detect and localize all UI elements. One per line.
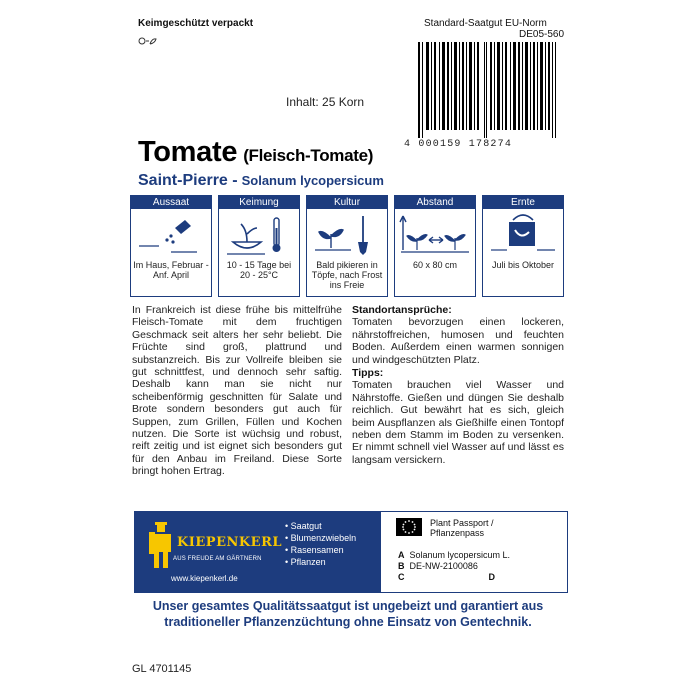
card-abstand	[394, 195, 476, 297]
card-ernte	[482, 195, 564, 297]
card-text: 10 - 15 Tage bei 20 - 25°C	[226, 260, 292, 280]
variety-line	[138, 172, 384, 190]
row-label: A	[398, 550, 405, 560]
card-aussaat	[130, 195, 212, 297]
location-heading: Standortansprüche:	[352, 304, 452, 316]
packaging-label: Keimgeschützt verpackt	[138, 18, 254, 29]
latin-name: Solanum lycopersicum	[241, 173, 384, 188]
plant-passport	[382, 512, 567, 592]
content-amount: Inhalt: 25 Korn	[286, 95, 365, 109]
card-keimung	[218, 195, 300, 297]
germ-protection-icon	[138, 33, 158, 51]
kiepenkerl-mascot-icon	[147, 522, 175, 570]
row-label: D	[488, 572, 495, 582]
product-item: • Pflanzen	[285, 557, 326, 567]
card-heading: Keimung	[219, 196, 299, 209]
card-text: Im Haus, Februar - Anf. April	[133, 260, 209, 280]
growing-info-cards	[130, 195, 566, 297]
passport-rows	[398, 550, 510, 583]
quality-line: traditioneller Pflanzenzüchtung ohne Einsatz von Gentechnik.	[164, 615, 532, 629]
row-value: DE-NW-2100086	[409, 561, 478, 571]
seed-standard-code: DE05-560	[519, 29, 565, 40]
row-value: Solanum lycopersicum L.	[409, 550, 511, 560]
product-item: • Rasensamen	[285, 545, 344, 555]
germination-thermometer-icon	[219, 210, 299, 262]
brand-banner	[134, 511, 568, 593]
tips-text: Tomaten brauchen viel Wasser und Nährstoffe. Gießen und düngen Sie deshalb reichlich. Gut bewährt hat es sich, gleich beim Auspflanzen als Gießhilfe einen Tontopf neben dem Stamm im Boden zu versenken. Er nimmt schnell viel Wasser auf und lässt es langsam versickern.	[352, 379, 564, 466]
card-heading: Aussaat	[131, 196, 211, 209]
tips-heading: Tipps:	[352, 367, 384, 380]
variety-description: In Frankreich ist diese frühe bis mittelfrühe Fleisch-Tomate mit dem fruchtigen Geschmack seit alters her sehr beliebt. Die Früchte sind groß, plattrund und substanzreich. Bis zur Vollreife bleiben sie gut schnittfest, und dennoch sehr saftig. Deshalb kann man sie nicht nur scheibenförmig geschnitten für Salate und Brote sondern besonders gut auch für Suppen, zum Grillen, Füllen und Kochen nutzen. Die Sorte ist wüchsig und robust, reift zeitig und ist eignet sich besonders gut für den Anbau im Freiland. Diese Sorte bringt hohen Ertrag.	[132, 304, 342, 478]
growing-requirements	[352, 304, 564, 466]
card-text: Juli bis Oktober	[491, 260, 555, 270]
seedling-spade-icon	[307, 210, 387, 262]
variety-name: Saint-Pierre -	[138, 172, 238, 189]
passport-title-line: Pflanzenpass	[430, 528, 485, 538]
sowing-icon	[131, 210, 211, 262]
brand-product-list	[285, 520, 356, 568]
brand-panel	[135, 512, 381, 592]
barcode-number: 4 000159 178274	[404, 139, 513, 150]
passport-title-line: Plant Passport /	[430, 518, 494, 528]
brand-name: KIEPENKERL	[177, 535, 283, 550]
quality-line: Unser gesamtes Qualitätssaatgut ist ungebeizt und garantiert aus	[152, 599, 544, 613]
gl-code: GL 4701145	[132, 663, 192, 675]
brand-tagline: AUS FREUDE AM GÄRTNERN	[173, 556, 262, 562]
passport-row-a	[398, 550, 510, 561]
passport-title	[430, 518, 494, 538]
card-heading: Abstand	[395, 196, 475, 209]
passport-row-b	[398, 561, 510, 572]
product-item: • Saatgut	[285, 521, 322, 531]
brand-url[interactable]: www.kiepenkerl.de	[171, 574, 238, 583]
product-title	[138, 136, 373, 169]
title-subtitle: (Fleisch-Tomate)	[243, 146, 374, 165]
card-heading: Ernte	[483, 196, 563, 209]
title-main: Tomate	[138, 136, 238, 168]
card-kultur	[306, 195, 388, 297]
barcode	[418, 42, 556, 138]
quality-statement	[132, 598, 564, 630]
row-label: C	[398, 572, 405, 582]
seed-standard-label: Standard-Saatgut EU-Norm	[424, 18, 547, 29]
harvest-basket-icon	[483, 210, 563, 262]
product-item: • Blumenzwiebeln	[285, 533, 357, 543]
location-text: Tomaten bevorzugen einen lockeren, nährstoffreichen, humosen und feuchten Boden. Außerdem einen warmen sonnigen und windgeschützten Platz.	[352, 316, 564, 366]
card-heading: Kultur	[307, 196, 387, 209]
eu-flag-icon	[396, 518, 422, 536]
row-label: B	[398, 561, 405, 571]
card-text: 60 x 80 cm	[412, 260, 458, 270]
spacing-arrows-icon	[395, 210, 475, 262]
passport-row-cd	[398, 572, 510, 583]
card-text: Bald pikieren in Töpfe, nach Frost ins Freie	[311, 260, 383, 290]
